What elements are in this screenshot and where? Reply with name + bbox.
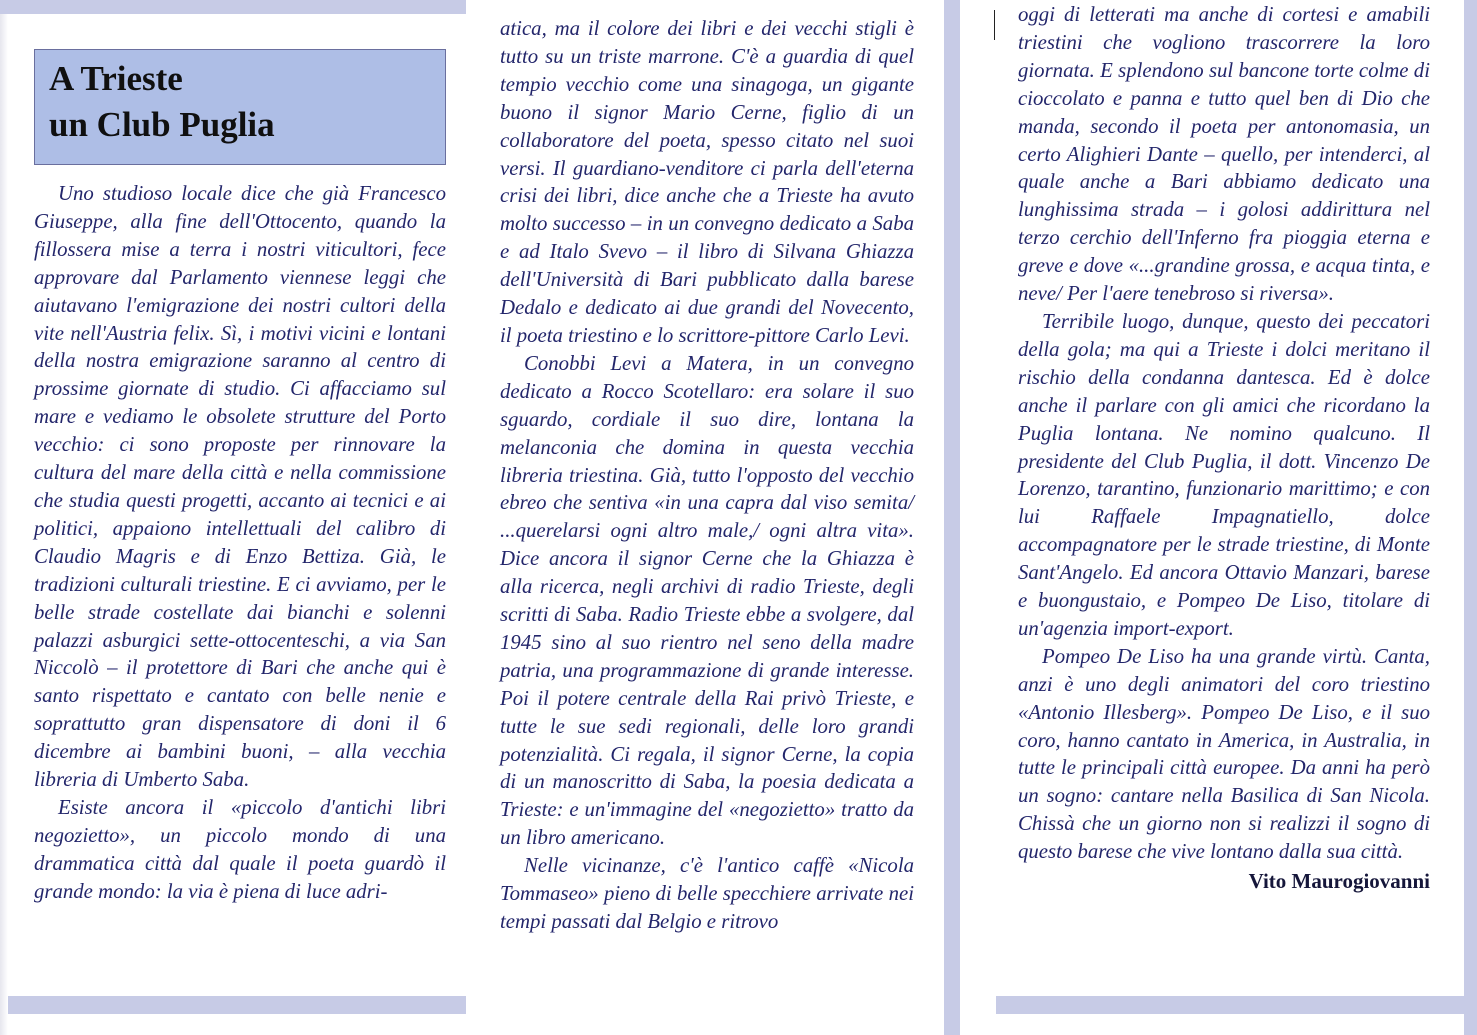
paragraph: oggi di letterati ma anche di cortesi e amabili triestini che vogliono trascorrere la loro giornata. E splendono sul bancone torte colme di cioccolato e panna e tutto quel ben di Dio che manda, secondo il poeta per antonomasia, un certo Alighieri Dante – quello, per intenderci, al quale anche a Bari abbiamo dedicato una lunghissima strada – i golosi addirittura nel terzo cerchio dell'Inferno fra pioggia eterna e greve e dove «...grandine grossa, e acqua tinta, e neve/ Per l'aere tenebroso si riversa».: [1018, 3, 1430, 306]
paragraph: Uno studioso locale dice che già Francesco Giuseppe, alla fine dell'Ottocento, quando la fillossera mise a terra i nostri viticultori, fece approvare dal Parlamento viennese leggi che aiutavano l'emigrazione dei nostri cultori della vite nell'Austria felix. Sì, i motivi vicini e lontani della nostra emigrazione saranno al centro di prossime giornate di studio. Ci affacciamo sul mare e vediamo le obsolete strutture del Porto vecchio: ci sono proposte per rinnovare la cultura del mare della città e nella commissione che studia questi progetti, accanto ai tecnici e ai politici, appaiono intellettuali del calibro di Claudio Magris e di Enzo Bettiza. Già, le tradizioni culturali triestine. E ci avviamo, per le belle strade costellate dai bianchi e solenni palazzi asburgici sette-ottocenteschi, a via San Niccolò – il protettore di Bari che anche qui è santo rispettato e cantato con belle nenie e soprattutto gran dispensatore di doni il 6 dicembre ai bambini buoni, – alla vecchia libreria di Umberto Saba.: [34, 182, 446, 792]
page-bar-right-strip: [944, 0, 960, 1035]
paragraph: Conobbi Levi a Matera, in un convegno dedicato a Rocco Scotellaro: era solare il suo sguardo, cordiale il suo dire, lontana la melanconia che domina in questa vecchia libreria triestina. Già, tutto l'opposto del vecchio ebreo che sentiva «in una capra dal viso semita/ ...querelarsi ogni altro male,/ ogni altra vita». Dice ancora il signor Cerne che la Ghiazza è alla ricerca, negli archivi di radio Trieste, degli scritti di Saba. Radio Trieste ebbe a svolgere, dal 1945 sino al suo rientro nel seno della madre patria, una programmazione di grande interesse. Poi il potere centrale della Rai privò Trieste, e tutte le sue sedi regionali, delle loro grandi potenzialità. Ci regala, il signor Cerne, la copia di un manoscritto di Saba, la poesia dedicata a Trieste: e un'immagine del «negozietto» tratto da un libro americano.: [500, 351, 914, 850]
paragraph: Terribile luogo, dunque, questo dei peccatori della gola; ma qui a Trieste i dolci meritano il rischio della condanna dantesca. Ed è dolce anche il parlare con gli amici che ricordano la Puglia lontana. Ne nomino qualcuno. Il presidente del Club Puglia, il dott. Vincenzo De Lorenzo, tarantino, funzionario marittimo; e con lui Raffaele Impagnatiello, dolce accompagnatore per le strade triestine, di Monte Sant'Angelo. Ed ancora Ottavio Manzari, barese e buongustaio, e Pompeo De Liso, titolare di un'agenzia import-export.: [1018, 309, 1430, 640]
page-bar-bottom-left: [8, 996, 466, 1014]
paragraph: Nelle vicinanze, c'è l'antico caffè «Nicola Tommaseo» pieno di belle specchiere arrivate nei tempi passati dal Belgio e ritrovo: [500, 854, 914, 933]
article-title-box: [34, 49, 446, 165]
page-bar-top-left: [0, 0, 466, 14]
paragraph: Esiste ancora il «piccolo d'antichi libri negozietto», un piccolo mondo di una drammatica città dal quale il poeta guardò il grande mondo: la via è piena di luce adri-: [34, 795, 446, 903]
article-column-1: [34, 180, 446, 906]
page-edge-shadow: [0, 0, 8, 1035]
page-bar-right-edge: [1464, 0, 1477, 1035]
author-signature: Vito Maurogiovanni: [1248, 869, 1430, 894]
paragraph: Pompeo De Liso ha una grande virtù. Canta, anzi è uno degli animatori del coro triestino «Antonio Illesberg». Pompeo De Liso, e il suo coro, hanno cantato in America, in Australia, in tutte le principali città europee. Da anni ha però un sogno: cantare nella Basilica di San Nicola. Chissà che un giorno non si realizzi il sogno di questo barese che vive lontano dalla sua città.: [1018, 644, 1430, 864]
article-title-line2: un Club Puglia: [49, 105, 275, 144]
page-bar-bottom-right: [996, 996, 1477, 1014]
article-column-3: [1018, 1, 1430, 896]
paragraph: atica, ma il colore dei libri e dei vecchi stigli è tutto su un triste marrone. C'è a guardia di quel tempio vecchio come una sinagoga, un gigante buono il signor Mario Cerne, figlio di un collaboratore del poeta, spesso citato nel suoi versi. Il guardiano-venditore ci parla dell'eterna crisi dei libri, dice anche che a Trieste ha avuto molto successo – in un convegno dedicato a Saba e ad Italo Svevo – il libro di Silvana Ghiazza dell'Università di Bari pubblicato dalla barese Dedalo e dedicato ai due grandi del Novecento, il poeta triestino e lo scrittore-pittore Carlo Levi.: [500, 17, 914, 347]
crop-mark: [994, 10, 995, 40]
article-column-2: [500, 15, 914, 936]
article-title-line1: A Trieste: [49, 59, 183, 98]
